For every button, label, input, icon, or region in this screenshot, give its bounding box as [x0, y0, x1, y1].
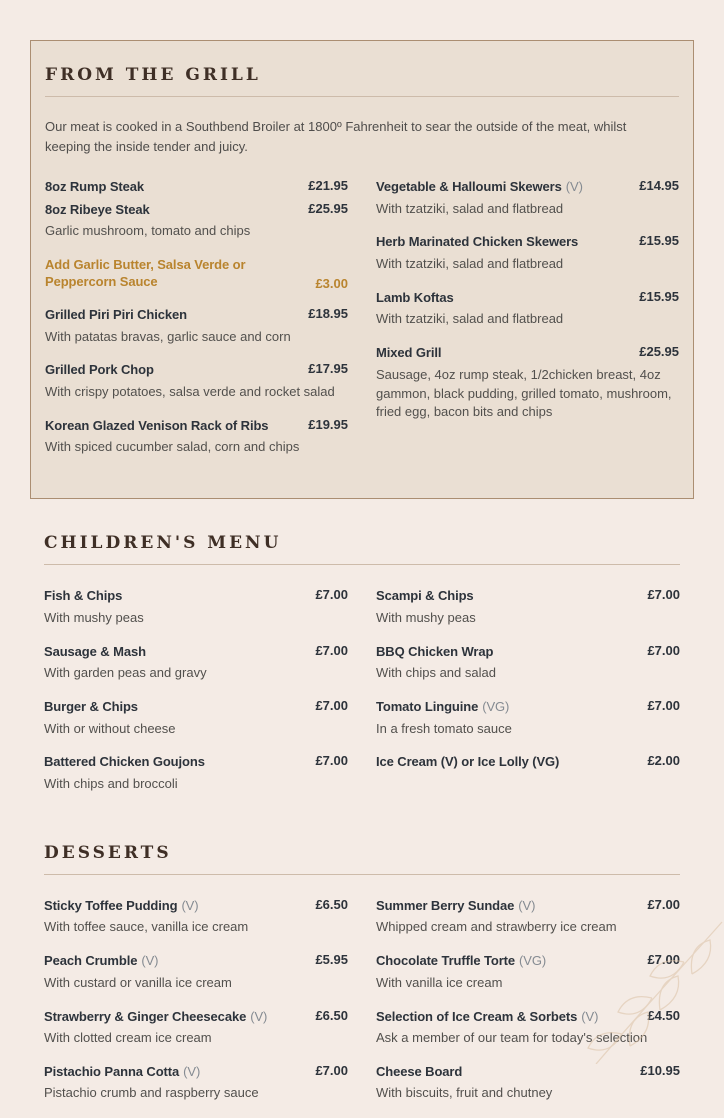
- item-row: [44, 952, 348, 970]
- item-price: £10.95: [640, 1062, 680, 1078]
- item-row: [376, 1008, 680, 1026]
- item-price: £25.95: [639, 344, 679, 360]
- item-price: £18.95: [308, 306, 348, 322]
- item-price: £6.50: [315, 896, 348, 912]
- item-price: £4.50: [647, 1007, 680, 1023]
- item-desc: In a fresh tomato sauce: [376, 720, 512, 736]
- item-desc: With patatas bravas, garlic sauce and corn: [45, 328, 291, 344]
- item-desc: Whipped cream and strawberry ice cream: [376, 919, 617, 935]
- childrens-menu-section: [44, 533, 680, 809]
- item-desc: Garlic mushroom, tomato and chips: [45, 223, 251, 239]
- item-name: [44, 952, 158, 970]
- item-desc: With tzatziki, salad and flatbread: [376, 255, 564, 271]
- item-name: [376, 643, 493, 661]
- item-name-text: Strawberry & Ginger Cheesecake: [44, 1008, 247, 1024]
- item-name-text: Burger & Chips: [44, 698, 138, 714]
- grill-section: [30, 40, 694, 499]
- item-name: [376, 952, 546, 970]
- diet-tag: (V): [181, 897, 199, 913]
- divider: [45, 96, 679, 97]
- item-desc: With crispy potatoes, salsa verde and rocket salad: [45, 383, 335, 399]
- diet-tag: (VG): [519, 953, 547, 969]
- item-desc: Sausage, 4oz rump steak, 1/2chicken breast, 4oz gammon, black pudding, grilled tomato, mushroom, fried egg, bacon bits and chips: [376, 366, 672, 420]
- item-desc: With mushy peas: [44, 609, 144, 625]
- item-name: [376, 753, 559, 771]
- item-desc: With tzatziki, salad and flatbread: [376, 311, 564, 327]
- item-price: £6.50: [315, 1007, 348, 1023]
- desserts-section: [44, 843, 680, 1118]
- item-name: [376, 897, 535, 915]
- item-name-text: Sticky Toffee Pudding: [44, 897, 178, 913]
- item-name: [44, 897, 198, 915]
- item-name-text: 8oz Rump Steak: [45, 179, 145, 194]
- item-row: [44, 753, 348, 771]
- item-desc: With spiced cucumber salad, corn and chips: [45, 439, 300, 455]
- diet-tag: (V): [250, 1008, 268, 1024]
- menu-item: [376, 897, 680, 937]
- diet-tag: (V): [565, 179, 583, 194]
- menu-item: [44, 952, 348, 992]
- item-row: [376, 643, 680, 661]
- section-title: CHILDREN'S MENU: [44, 533, 282, 554]
- item-desc: With chips and broccoli: [44, 775, 178, 791]
- item-row: [44, 698, 348, 716]
- desserts-left-column: [44, 897, 348, 1118]
- menu-item: [376, 178, 679, 218]
- menu-item: [44, 753, 348, 793]
- menu-item: [376, 587, 680, 627]
- item-name: [376, 1063, 462, 1081]
- menu-item: [44, 1008, 348, 1048]
- item-name: [376, 178, 583, 196]
- item-desc: Pistachio crumb and raspberry sauce: [44, 1085, 259, 1101]
- item-row: [376, 289, 679, 307]
- menu-item: [45, 178, 348, 196]
- menu-item: [44, 587, 348, 627]
- item-name-text: Sausage & Mash: [44, 643, 146, 659]
- item-row: [376, 178, 679, 196]
- item-price: £7.00: [315, 753, 348, 769]
- section-title: FROM THE GRILL: [45, 65, 261, 85]
- item-name-text: 8oz Ribeye Steak: [45, 201, 150, 217]
- diet-tag: (VG): [482, 698, 510, 714]
- item-name: [44, 643, 146, 661]
- diet-tag: (V): [581, 1008, 599, 1024]
- menu-item-addon: [45, 256, 348, 291]
- item-price: £25.95: [308, 200, 348, 216]
- menu-item: [376, 1008, 680, 1048]
- children-columns: [44, 587, 680, 809]
- item-row: [376, 344, 679, 362]
- item-name: [44, 1063, 200, 1081]
- item-name: [376, 587, 474, 605]
- item-name: [45, 306, 187, 324]
- grill-left-column: [45, 178, 348, 472]
- menu-item: [45, 361, 348, 401]
- item-row: [376, 233, 679, 251]
- item-name-text: Lamb Koftas: [376, 289, 454, 305]
- item-desc: With mushy peas: [376, 609, 476, 625]
- menu-item: [376, 753, 680, 771]
- item-desc: With chips and salad: [376, 665, 496, 681]
- diet-tag: (V): [141, 953, 159, 969]
- grill-intro: Our meat is cooked in a Southbend Broiler at 1800º Fahrenheit to sear the outside of the meat, whilst keeping the inside tender and juicy.: [45, 119, 627, 154]
- item-row: [44, 897, 348, 915]
- item-name-text: Ice Cream (V) or Ice Lolly (VG): [376, 754, 560, 770]
- item-price: £5.95: [315, 952, 348, 968]
- menu-item: [45, 306, 348, 346]
- menu-item: [376, 952, 680, 992]
- menu-item: [45, 201, 348, 241]
- item-row: [376, 952, 680, 970]
- item-price: £7.00: [647, 952, 680, 968]
- menu-item: [376, 698, 680, 738]
- item-name-text: Korean Glazed Venison Rack of Ribs: [45, 417, 269, 433]
- item-desc: With or without cheese: [44, 720, 176, 736]
- item-price: £2.00: [647, 753, 680, 769]
- item-name-text: Grilled Pork Chop: [45, 362, 154, 378]
- children-left-column: [44, 587, 348, 809]
- diet-tag: (V): [518, 897, 536, 913]
- item-row: [45, 256, 348, 291]
- item-name-text: Scampi & Chips: [376, 588, 474, 604]
- item-row: [44, 1063, 348, 1081]
- item-desc: With clotted cream ice cream: [44, 1030, 212, 1046]
- item-price: £7.00: [647, 642, 680, 658]
- item-name: [376, 289, 454, 307]
- menu-item: [44, 698, 348, 738]
- item-price: £7.00: [315, 642, 348, 658]
- item-name-text: Selection of Ice Cream & Sorbets: [376, 1008, 578, 1024]
- item-name: [45, 178, 144, 196]
- item-row: [44, 643, 348, 661]
- item-price: £7.00: [647, 896, 680, 912]
- grill-columns: [45, 178, 679, 472]
- item-name-text: Vegetable & Halloumi Skewers: [376, 179, 562, 194]
- menu-item: [44, 643, 348, 683]
- menu-item: [376, 643, 680, 683]
- children-right-column: [376, 587, 680, 809]
- divider: [44, 874, 680, 875]
- item-price: £7.00: [647, 587, 680, 603]
- item-row: [45, 201, 348, 219]
- grill-right-column: [376, 178, 679, 472]
- item-desc: With garden peas and gravy: [44, 665, 207, 681]
- menu-item: [45, 417, 348, 457]
- item-price: £3.00: [315, 276, 348, 292]
- item-name-text: Peach Crumble: [44, 953, 138, 969]
- item-name-text: Grilled Piri Piri Chicken: [45, 307, 187, 323]
- item-name-text: Add Garlic Butter, Salsa Verde or Peppercorn Sauce: [45, 256, 246, 290]
- item-name-text: BBQ Chicken Wrap: [376, 643, 494, 659]
- item-price: £7.00: [647, 697, 680, 713]
- menu-item: [44, 1063, 348, 1103]
- item-name: [44, 587, 122, 605]
- item-desc: Ask a member of our team for today's selection: [376, 1030, 648, 1046]
- item-row: [376, 587, 680, 605]
- item-name-text: Battered Chicken Goujons: [44, 754, 205, 770]
- section-title: DESSERTS: [44, 842, 172, 863]
- divider: [44, 564, 680, 565]
- item-price: £17.95: [308, 361, 348, 377]
- desserts-columns: [44, 897, 680, 1118]
- item-name: [376, 1008, 598, 1026]
- item-name: [45, 256, 305, 291]
- item-name-text: Fish & Chips: [44, 588, 123, 604]
- item-name: [45, 201, 150, 219]
- item-name-text: Herb Marinated Chicken Skewers: [376, 234, 579, 250]
- item-name: [45, 361, 154, 379]
- item-name-text: Cheese Board: [376, 1063, 463, 1079]
- menu-item: [44, 897, 348, 937]
- item-row: [376, 753, 680, 771]
- item-price: £19.95: [308, 416, 348, 432]
- item-price: £15.95: [639, 233, 679, 249]
- item-row: [44, 587, 348, 605]
- item-row: [376, 897, 680, 915]
- item-desc: With toffee sauce, vanilla ice cream: [44, 919, 249, 935]
- item-desc: With tzatziki, salad and flatbread: [376, 200, 564, 216]
- item-desc: With vanilla ice cream: [376, 974, 503, 990]
- item-desc: With biscuits, fruit and chutney: [376, 1085, 553, 1101]
- diet-tag: (V): [183, 1063, 201, 1079]
- item-price: £7.00: [315, 697, 348, 713]
- item-name-text: Chocolate Truffle Torte: [376, 953, 516, 969]
- item-row: [45, 306, 348, 324]
- item-row: [376, 698, 680, 716]
- item-price: £15.95: [639, 288, 679, 304]
- item-row: [45, 361, 348, 379]
- menu-item: [376, 344, 679, 422]
- item-price: £14.95: [639, 178, 679, 193]
- item-name: [45, 417, 268, 435]
- desserts-right-column: [376, 897, 680, 1118]
- item-name: [44, 698, 138, 716]
- item-name: [44, 1008, 267, 1026]
- item-name: [376, 233, 578, 251]
- item-price: £7.00: [315, 587, 348, 603]
- item-name: [44, 753, 205, 771]
- item-name-text: Pistachio Panna Cotta: [44, 1063, 180, 1079]
- item-name: [376, 698, 509, 716]
- menu-item: [376, 289, 679, 329]
- item-name-text: Summer Berry Sundae: [376, 897, 515, 913]
- item-price: £21.95: [308, 178, 348, 193]
- item-price: £7.00: [315, 1062, 348, 1078]
- menu-item: [376, 1063, 680, 1103]
- menu-item: [376, 233, 679, 273]
- item-row: [376, 1063, 680, 1081]
- item-name-text: Tomato Linguine: [376, 698, 479, 714]
- item-name: [376, 344, 441, 362]
- item-row: [45, 178, 348, 196]
- item-row: [44, 1008, 348, 1026]
- item-desc: With custard or vanilla ice cream: [44, 974, 232, 990]
- item-row: [45, 417, 348, 435]
- item-name-text: Mixed Grill: [376, 345, 442, 361]
